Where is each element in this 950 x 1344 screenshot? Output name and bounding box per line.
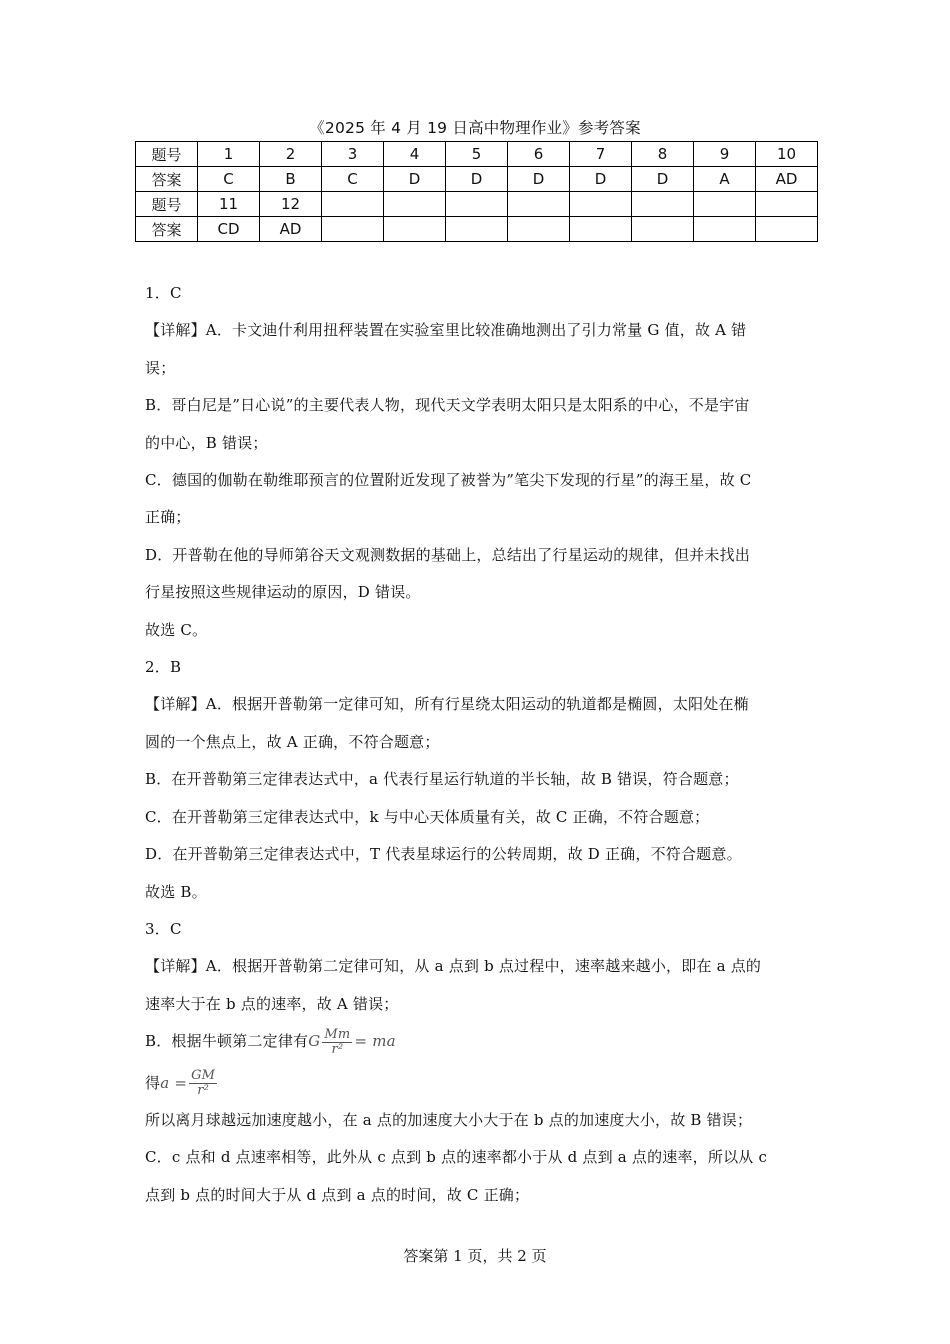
table-cell: 4	[384, 142, 446, 167]
table-cell	[384, 192, 446, 217]
table-cell: 11	[198, 192, 260, 217]
table-row	[136, 217, 818, 242]
table-cell	[446, 217, 508, 242]
table-cell	[570, 217, 632, 242]
eq1-g: G	[308, 1032, 321, 1051]
table-cell	[632, 217, 694, 242]
page-footer: 答案第 1 页，共 2 页	[403, 1247, 547, 1265]
table-cell: 10	[756, 142, 818, 167]
table-cell: D	[632, 167, 694, 192]
q1-line: 行星按照这些规律运动的原因，D 错误。	[145, 583, 421, 602]
q3-derive-prefix: 得	[145, 1073, 161, 1092]
table-cell	[694, 217, 756, 242]
q3-line: 所以离月球越远加速度越小，在 a 点的加速度大小大于在 b 点的加速度大小，故 B 错误；	[145, 1110, 753, 1129]
table-cell	[694, 192, 756, 217]
table-row	[136, 167, 818, 192]
q3-line: 点到 b 点的时间大于从 d 点到 a 点的时间，故 C 正确；	[145, 1185, 530, 1204]
table-cell: 3	[322, 142, 384, 167]
q3-newton-prefix: B．根据牛顿第二定律有	[145, 1032, 309, 1051]
table-cell: D	[508, 167, 570, 192]
table-cell	[756, 217, 818, 242]
q1-line: 的中心，B 错误；	[145, 433, 268, 452]
q3-line: 【详解】A．根据开普勒第二定律可知，从 a 点到 b 点过程中，速率越来越小，即在 a 点的	[145, 957, 762, 976]
eq1-rhs: = ma	[354, 1032, 396, 1051]
table-cell: C	[322, 167, 384, 192]
table-cell	[508, 192, 570, 217]
table-row	[136, 192, 818, 217]
eq1-numerator: Mm	[324, 1026, 351, 1042]
table-row	[136, 142, 818, 167]
table-cell: 2	[260, 142, 322, 167]
answer-table	[135, 141, 818, 242]
document-title: 《2025 年 4 月 19 日高中物理作业》参考答案	[309, 119, 641, 137]
table-cell: 5	[446, 142, 508, 167]
table-cell: 1	[198, 142, 260, 167]
q3-line: 速率大于在 b 点的速率，故 A 错误；	[145, 994, 399, 1013]
table-cell	[570, 192, 632, 217]
table-cell: C	[198, 167, 260, 192]
table-row-header: 答案	[136, 217, 198, 242]
eq1-fraction	[322, 1028, 352, 1057]
q1-line: C．德国的伽勒在勒维耶预言的位置附近发现了被誉为”笔尖下发现的行星”的海王星，故 C	[145, 471, 752, 490]
q3-line-newton	[145, 1023, 835, 1060]
q2-line: B．在开普勒第三定律表达式中，a 代表行星运行轨道的半长轴，故 B 错误，符合题意；	[145, 770, 739, 789]
table-cell: 7	[570, 142, 632, 167]
q1-line: 误；	[145, 358, 176, 377]
q3-line: C．c 点和 d 点速率相等，此外从 c 点到 b 点的速率都小于从 d 点到 a 点的速率，所以从 c	[145, 1148, 768, 1167]
table-cell: B	[260, 167, 322, 192]
table-row-header: 题号	[136, 142, 198, 167]
table-cell	[632, 192, 694, 217]
q2-number: 2．B	[145, 658, 182, 677]
q2-line: 圆的一个焦点上，故 A 正确，不符合题意；	[145, 732, 440, 751]
table-cell: 9	[694, 142, 756, 167]
table-cell	[508, 217, 570, 242]
q3-number: 3．C	[145, 919, 182, 938]
table-cell: AD	[756, 167, 818, 192]
table-cell: D	[446, 167, 508, 192]
table-cell	[384, 217, 446, 242]
table-cell	[756, 192, 818, 217]
eq1-denominator: r²	[331, 1041, 344, 1057]
q1-number: 1．C	[145, 284, 182, 302]
table-cell: 6	[508, 142, 570, 167]
q3-line-derive	[145, 1065, 835, 1102]
explanations	[145, 275, 835, 1214]
q2-line: D．在开普勒第三定律表达式中，T 代表星球运行的公转周期，故 D 正确，不符合题意。	[145, 845, 742, 864]
q2-line: C．在开普勒第三定律表达式中，k 与中心天体质量有关，故 C 正确，不符合题意；	[145, 807, 710, 826]
table-cell: 12	[260, 192, 322, 217]
table-cell: CD	[198, 217, 260, 242]
table-cell	[322, 192, 384, 217]
eq2-denominator: r²	[197, 1083, 210, 1099]
eq2-numerator: GM	[191, 1068, 216, 1084]
eq2-lhs: a =	[160, 1073, 188, 1092]
table-cell: D	[384, 167, 446, 192]
q1-line: D．开普勒在他的导师第谷天文观测数据的基础上，总结出了行星运动的规律，但并未找出	[145, 545, 751, 564]
table-row-header: 答案	[136, 167, 198, 192]
q2-line: 【详解】A．根据开普勒第一定律可知，所有行星绕太阳运动的轨道都是椭圆，太阳处在椭	[145, 695, 749, 714]
table-cell: AD	[260, 217, 322, 242]
table-cell	[322, 217, 384, 242]
q1-line: 正确；	[145, 508, 191, 527]
table-row-header: 题号	[136, 192, 198, 217]
q1-line: 故选 C。	[145, 620, 208, 639]
q1-line: B．哥白尼是”日心说”的主要代表人物，现代天文学表明太阳只是太阳系的中心，不是宇宙	[145, 396, 750, 415]
table-cell: D	[570, 167, 632, 192]
table-cell	[446, 192, 508, 217]
table-cell: A	[694, 167, 756, 192]
q2-line: 故选 B。	[145, 882, 207, 901]
eq2-fraction	[189, 1069, 217, 1098]
q1-line: 【详解】A．卡文迪什利用扭秤装置在实验室里比较准确地测出了引力常量 G 值，故 A 错	[145, 321, 747, 340]
table-cell: 8	[632, 142, 694, 167]
